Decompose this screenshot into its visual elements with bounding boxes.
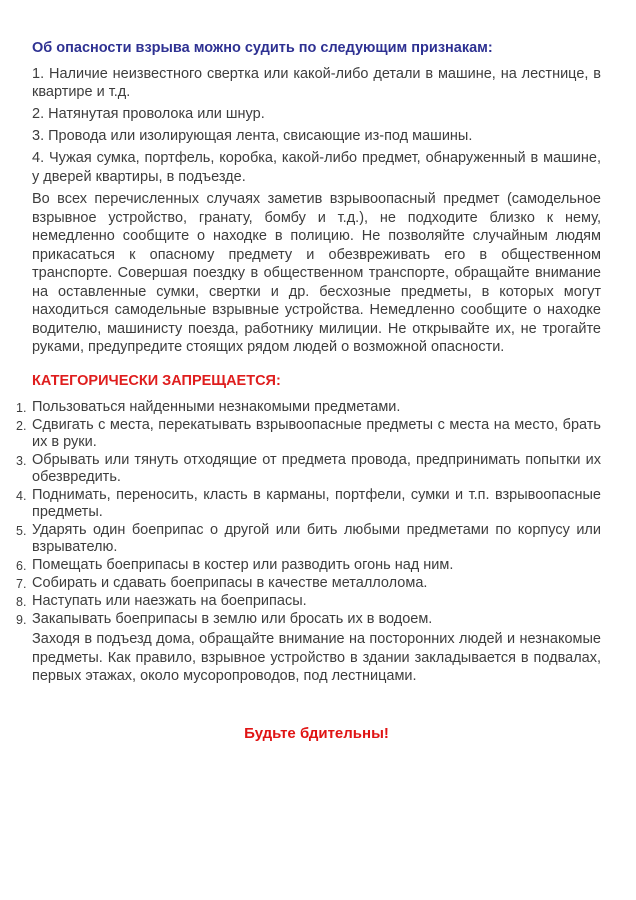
prohibited-item-1: Пользоваться найденными незнакомыми предметами. (32, 399, 401, 415)
prohibited-item-5: Ударять один боеприпас о другой или бить любыми предметами по корпусу или взрывателю. (32, 522, 601, 555)
prohibited-item-3: Обрывать или тянуть отходящие от предмета провода, предпринимать попытки их обезвредить. (32, 452, 601, 485)
prohibited-item-8: Наступать или наезжать на боеприпасы. (32, 593, 307, 609)
prohibited-heading: КАТЕГОРИЧЕСКИ ЗАПРЕЩАЕТСЯ: (32, 372, 281, 389)
intro-heading: Об опасности взрыва можно судить по следующим признакам: (32, 40, 493, 56)
prohibited-list (32, 399, 601, 628)
prohibited-item-4: Поднимать, переносить, класть в карманы, портфели, сумки и т.п. взрывоопасные предметы. (32, 487, 601, 520)
sign-item-3: 3. Провода или изолирующая лента, свисающие из-под машины. (32, 128, 473, 144)
sign-item-1: 1. Наличие неизвестного свертка или какой-либо детали в машине, на лестнице, в квартире и т.д. (32, 65, 601, 100)
sign-item-2: 2. Натянутая проволока или шнур. (32, 106, 265, 122)
prohibited-item-2: Сдвигать с места, перекатывать взрывоопасные предметы с места на место, брать их в руки. (32, 417, 601, 450)
closing-paragraph: Заходя в подъезд дома, обращайте внимание на посторонних людей и незнакомые предметы. Как правило, взрывное устройство в здании закладывается в подвалах, первых этажах, около мусоропроводов, под лестницами. (32, 631, 601, 684)
instructions-paragraph: Во всех перечисленных случаях заметив взрывоопасный предмет (самодельное взрывное устройство, гранату, бомбу и т.д.), не подходите близко к нему, немедленно сообщите о находке в полицию. Не позволяйте случайным людям прикасаться к опасному предмету и обезвреживать его в общественном транспорте. Совершая поездку в общественном транспорте, обращайте внимание на оставленные сумки, свертки и др. бесхозные предметы, в которых могут находиться самодельные взрывные устройства. Немедленно сообщите о находке водителю, машинисту поезда, работнику милиции. Не открывайте их, не трогайте руками, предупредите стоящих рядом людей о возможной опасности. (32, 191, 601, 355)
sign-item-4: 4. Чужая сумка, портфель, коробка, какой-либо предмет, обнаруженный в машине, у дверей квартиры, в подъезде. (32, 150, 601, 185)
prohibited-item-7: Собирать и сдавать боеприпасы в качестве металлолома. (32, 575, 428, 591)
prohibited-item-9: Закапывать боеприпасы в землю или бросать их в водоем. (32, 611, 433, 627)
prohibited-item-6: Помещать боеприпасы в костер или разводить огонь над ним. (32, 557, 454, 573)
vigilance-warning: Будьте бдительны! (244, 724, 389, 742)
